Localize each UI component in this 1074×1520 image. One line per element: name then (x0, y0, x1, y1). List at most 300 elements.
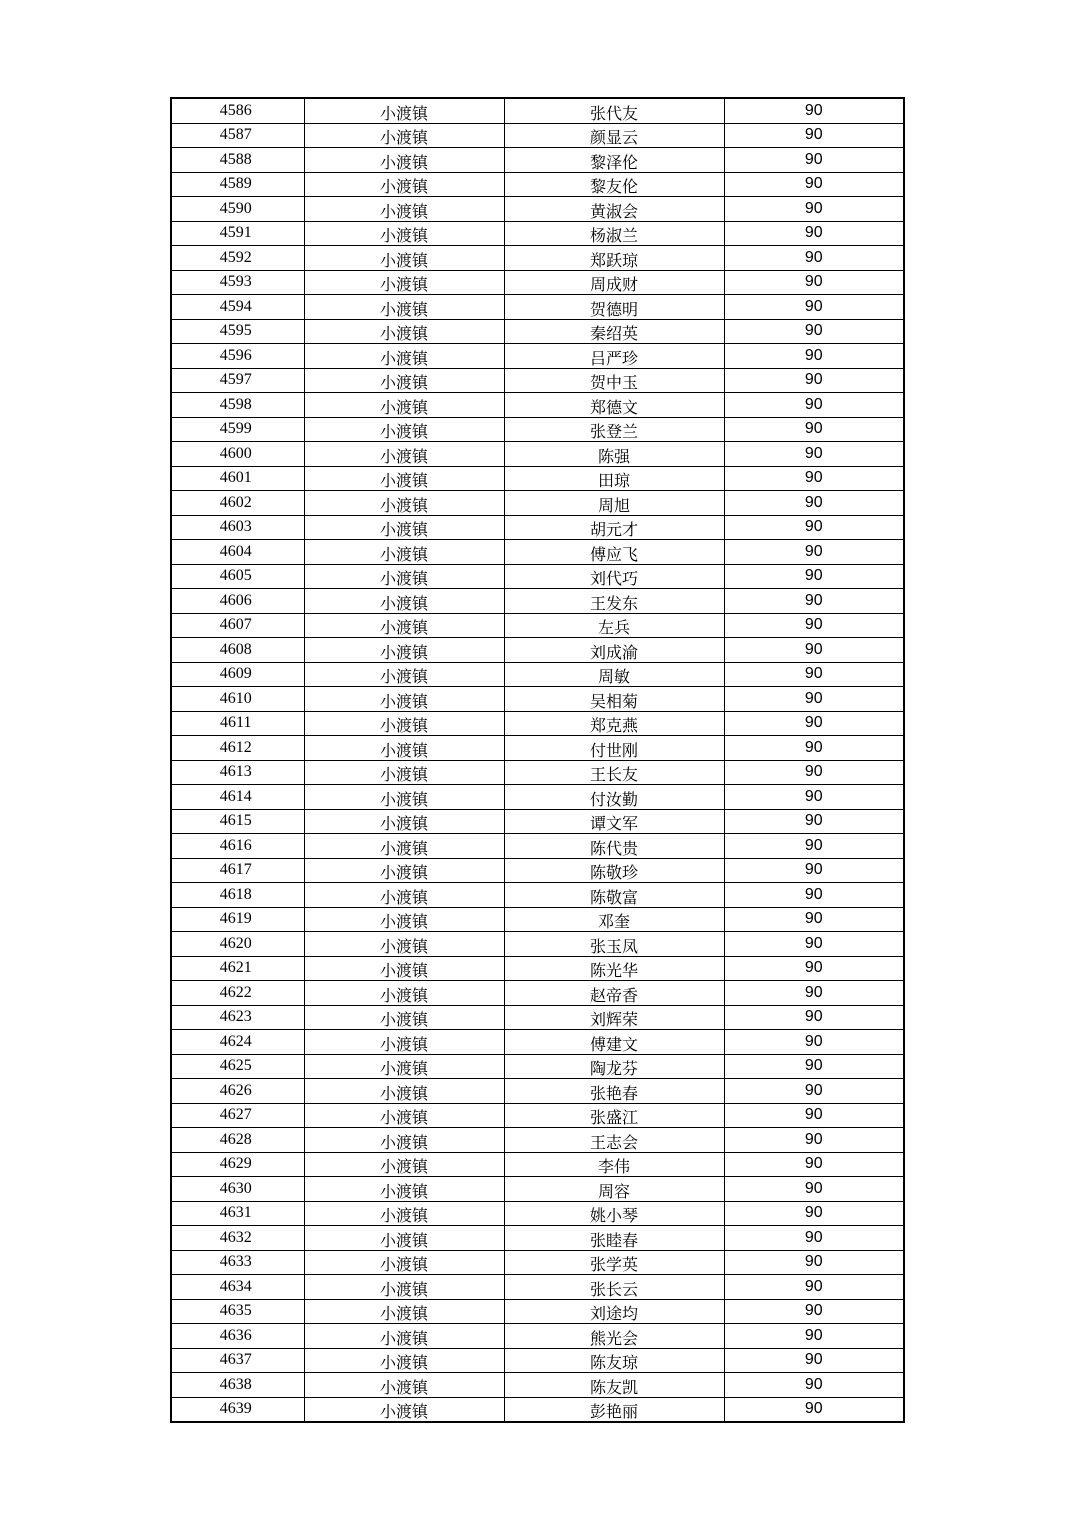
cell-serial-number-text: 4588 (219, 150, 252, 168)
table-row (171, 1103, 904, 1128)
cell-person-name-text: 陈友琼 (589, 1353, 638, 1373)
cell-town (304, 1128, 504, 1153)
cell-town-text: 小渡镇 (379, 226, 428, 246)
cell-serial-number (171, 98, 304, 123)
cell-serial-number-text: 4638 (219, 1375, 252, 1393)
table-row (171, 785, 904, 810)
cell-serial-number-text: 4586 (219, 101, 252, 119)
cell-town (304, 736, 504, 761)
cell-score-text: 90 (804, 1253, 823, 1271)
cell-serial-number (171, 1275, 304, 1300)
cell-score-text: 90 (804, 395, 823, 413)
cell-serial-number-text: 4639 (219, 1400, 252, 1418)
cell-serial-number (171, 662, 304, 687)
cell-score-text: 90 (804, 861, 823, 879)
cell-serial-number (171, 515, 304, 540)
cell-town-text: 小渡镇 (379, 1304, 428, 1324)
cell-town (304, 589, 504, 614)
cell-serial-number (171, 123, 304, 148)
cell-person-name-text: 傅应飞 (589, 544, 638, 564)
cell-town (304, 834, 504, 859)
table-row (171, 246, 904, 271)
cell-town-text: 小渡镇 (379, 1059, 428, 1079)
table-row (171, 442, 904, 467)
table-row (171, 1226, 904, 1251)
cell-serial-number-text: 4605 (219, 567, 252, 585)
cell-score-text: 90 (804, 1204, 823, 1222)
cell-score (724, 613, 904, 638)
cell-town (304, 515, 504, 540)
cell-score (724, 540, 904, 565)
cell-person-name-text: 刘途均 (589, 1304, 638, 1324)
table-row (171, 1030, 904, 1055)
cell-score-text: 90 (804, 738, 823, 756)
cell-town (304, 491, 504, 516)
cell-town-text: 小渡镇 (379, 348, 428, 368)
cell-person-name (504, 662, 724, 687)
cell-serial-number-text: 4636 (219, 1326, 252, 1344)
cell-town (304, 1152, 504, 1177)
cell-serial-number (171, 1079, 304, 1104)
cell-town-text: 小渡镇 (379, 201, 428, 221)
cell-town (304, 270, 504, 295)
cell-person-name-text: 吕严珍 (589, 348, 638, 368)
cell-town-text: 小渡镇 (379, 740, 428, 760)
cell-score (724, 1373, 904, 1398)
table-row (171, 1005, 904, 1030)
cell-score-text: 90 (804, 959, 823, 977)
cell-serial-number (171, 466, 304, 491)
cell-town-text: 小渡镇 (379, 642, 428, 662)
cell-score-text: 90 (804, 616, 823, 634)
cell-serial-number (171, 711, 304, 736)
cell-town (304, 711, 504, 736)
cell-serial-number-text: 4610 (219, 689, 252, 707)
cell-serial-number (171, 932, 304, 957)
cell-person-name-text: 周敏 (597, 667, 630, 687)
cell-person-name-text: 周容 (597, 1181, 630, 1201)
cell-town (304, 907, 504, 932)
cell-score (724, 785, 904, 810)
cell-person-name-text: 秦绍英 (589, 324, 638, 344)
table-row (171, 711, 904, 736)
cell-person-name-text: 陶龙芬 (589, 1059, 638, 1079)
cell-score-text: 90 (804, 1179, 823, 1197)
cell-serial-number-text: 4625 (219, 1057, 252, 1075)
cell-person-name (504, 515, 724, 540)
cell-serial-number (171, 1250, 304, 1275)
cell-score (724, 1397, 904, 1422)
cell-town (304, 123, 504, 148)
cell-person-name-text: 王长友 (589, 765, 638, 785)
cell-score-text: 90 (804, 1155, 823, 1173)
cell-person-name-text: 彭艳丽 (589, 1402, 638, 1422)
cell-person-name-text: 周成财 (589, 275, 638, 295)
cell-person-name (504, 809, 724, 834)
cell-score-text: 90 (804, 444, 823, 462)
cell-score-text: 90 (804, 1228, 823, 1246)
cell-score-text: 90 (804, 934, 823, 952)
table-row (171, 564, 904, 589)
cell-town-text: 小渡镇 (379, 716, 428, 736)
table-row (171, 589, 904, 614)
cell-serial-number (171, 589, 304, 614)
cell-serial-number-text: 4623 (219, 1008, 252, 1026)
cell-score-text: 90 (804, 224, 823, 242)
cell-serial-number-text: 4593 (219, 273, 252, 291)
cell-serial-number (171, 540, 304, 565)
cell-serial-number-text: 4612 (219, 738, 252, 756)
cell-score (724, 1054, 904, 1079)
cell-score-text: 90 (804, 714, 823, 732)
cell-town (304, 785, 504, 810)
cell-town-text: 小渡镇 (379, 1402, 428, 1422)
cell-serial-number-text: 4622 (219, 983, 252, 1001)
cell-person-name (504, 760, 724, 785)
cell-person-name (504, 98, 724, 123)
cell-score-text: 90 (804, 469, 823, 487)
cell-score-text: 90 (804, 591, 823, 609)
cell-score (724, 564, 904, 589)
cell-person-name-text: 周旭 (597, 495, 630, 515)
cell-town (304, 662, 504, 687)
cell-score-text: 90 (804, 1008, 823, 1026)
cell-town-text: 小渡镇 (379, 446, 428, 466)
cell-town-text: 小渡镇 (379, 152, 428, 172)
cell-person-name (504, 491, 724, 516)
cell-person-name (504, 638, 724, 663)
cell-person-name-text: 胡元才 (589, 520, 638, 540)
cell-serial-number (171, 687, 304, 712)
cell-person-name-text: 陈敬富 (589, 887, 638, 907)
cell-person-name-text: 黄淑会 (589, 201, 638, 221)
cell-serial-number-text: 4587 (219, 126, 252, 144)
cell-person-name (504, 564, 724, 589)
cell-serial-number (171, 1005, 304, 1030)
cell-serial-number (171, 1152, 304, 1177)
cell-score-text: 90 (804, 1351, 823, 1369)
cell-serial-number-text: 4619 (219, 910, 252, 928)
cell-town (304, 638, 504, 663)
cell-town-text: 小渡镇 (379, 324, 428, 344)
cell-serial-number-text: 4626 (219, 1081, 252, 1099)
cell-score-text: 90 (804, 346, 823, 364)
table-row (171, 393, 904, 418)
cell-serial-number (171, 368, 304, 393)
cell-person-name (504, 540, 724, 565)
cell-score-text: 90 (804, 371, 823, 389)
table-row (171, 981, 904, 1006)
cell-person-name-text: 谭文军 (589, 814, 638, 834)
cell-serial-number-text: 4600 (219, 444, 252, 462)
cell-score (724, 466, 904, 491)
cell-person-name-text: 郑德文 (589, 397, 638, 417)
cell-serial-number (171, 442, 304, 467)
cell-serial-number-text: 4637 (219, 1351, 252, 1369)
cell-score (724, 1103, 904, 1128)
cell-town-text: 小渡镇 (379, 177, 428, 197)
cell-score-text: 90 (804, 297, 823, 315)
cell-serial-number-text: 4615 (219, 812, 252, 830)
cell-person-name (504, 393, 724, 418)
cell-town-text: 小渡镇 (379, 985, 428, 1005)
cell-serial-number-text: 4604 (219, 542, 252, 560)
cell-person-name (504, 344, 724, 369)
cell-town-text: 小渡镇 (379, 765, 428, 785)
cell-person-name-text: 刘成渝 (589, 642, 638, 662)
cell-town (304, 809, 504, 834)
cell-town-text: 小渡镇 (379, 544, 428, 564)
cell-score-text: 90 (804, 322, 823, 340)
table-row (171, 638, 904, 663)
cell-person-name-text: 李伟 (597, 1157, 630, 1177)
cell-score (724, 883, 904, 908)
cell-serial-number (171, 246, 304, 271)
cell-score-text: 90 (804, 518, 823, 536)
table-row (171, 221, 904, 246)
cell-score (724, 956, 904, 981)
cell-score-text: 90 (804, 812, 823, 830)
table-row (171, 1128, 904, 1153)
cell-town-text: 小渡镇 (379, 471, 428, 491)
cell-score (724, 1177, 904, 1202)
table-row (171, 932, 904, 957)
cell-town-text: 小渡镇 (379, 495, 428, 515)
cell-town-text: 小渡镇 (379, 103, 428, 123)
cell-score (724, 638, 904, 663)
cell-person-name (504, 1275, 724, 1300)
cell-score (724, 760, 904, 785)
cell-person-name (504, 1324, 724, 1349)
table-row (171, 1324, 904, 1349)
cell-person-name-text: 黎友伦 (589, 177, 638, 197)
cell-town (304, 148, 504, 173)
cell-score (724, 711, 904, 736)
cell-person-name-text: 赵帝香 (589, 985, 638, 1005)
cell-serial-number-text: 4628 (219, 1130, 252, 1148)
cell-town-text: 小渡镇 (379, 814, 428, 834)
cell-serial-number (171, 148, 304, 173)
cell-town-text: 小渡镇 (379, 299, 428, 319)
cell-score (724, 858, 904, 883)
table-row (171, 687, 904, 712)
cell-town (304, 1250, 504, 1275)
cell-person-name (504, 123, 724, 148)
cell-score (724, 1250, 904, 1275)
cell-serial-number (171, 564, 304, 589)
cell-person-name (504, 687, 724, 712)
cell-serial-number (171, 221, 304, 246)
cell-serial-number-text: 4632 (219, 1228, 252, 1246)
cell-score (724, 319, 904, 344)
cell-score-text: 90 (804, 567, 823, 585)
cell-score-text: 90 (804, 836, 823, 854)
cell-serial-number (171, 1397, 304, 1422)
cell-person-name-text: 张玉凤 (589, 936, 638, 956)
cell-town (304, 197, 504, 222)
cell-score (724, 809, 904, 834)
cell-serial-number-text: 4601 (219, 469, 252, 487)
cell-serial-number (171, 1030, 304, 1055)
cell-town (304, 246, 504, 271)
table-row (171, 295, 904, 320)
cell-person-name-text: 张长云 (589, 1279, 638, 1299)
cell-town-text: 小渡镇 (379, 250, 428, 270)
cell-town-text: 小渡镇 (379, 593, 428, 613)
cell-serial-number (171, 393, 304, 418)
cell-score (724, 197, 904, 222)
table-row (171, 809, 904, 834)
table-row (171, 1348, 904, 1373)
cell-person-name-text: 郑跃琼 (589, 250, 638, 270)
cell-serial-number-text: 4602 (219, 493, 252, 511)
cell-town-text: 小渡镇 (379, 1157, 428, 1177)
cell-score (724, 246, 904, 271)
cell-town-text: 小渡镇 (379, 373, 428, 393)
roster-table (170, 97, 905, 1423)
cell-serial-number-text: 4608 (219, 640, 252, 658)
cell-town (304, 540, 504, 565)
cell-town-text: 小渡镇 (379, 838, 428, 858)
cell-serial-number (171, 1324, 304, 1349)
cell-town-text: 小渡镇 (379, 520, 428, 540)
roster-table-body (171, 98, 904, 1422)
cell-person-name-text: 张艳春 (589, 1083, 638, 1103)
cell-serial-number (171, 907, 304, 932)
cell-score (724, 491, 904, 516)
cell-score (724, 1275, 904, 1300)
cell-person-name (504, 1030, 724, 1055)
cell-person-name-text: 杨淑兰 (589, 226, 638, 246)
cell-score (724, 98, 904, 123)
cell-serial-number (171, 197, 304, 222)
cell-person-name-text: 刘辉荣 (589, 1010, 638, 1030)
cell-town-text: 小渡镇 (379, 936, 428, 956)
cell-score-text: 90 (804, 1032, 823, 1050)
cell-person-name (504, 858, 724, 883)
cell-person-name (504, 1128, 724, 1153)
cell-town-text: 小渡镇 (379, 961, 428, 981)
cell-town (304, 932, 504, 957)
cell-town (304, 393, 504, 418)
cell-person-name-text: 陈代贵 (589, 838, 638, 858)
cell-town (304, 613, 504, 638)
cell-serial-number (171, 1201, 304, 1226)
cell-person-name (504, 932, 724, 957)
table-row (171, 907, 904, 932)
table-row (171, 613, 904, 638)
cell-person-name (504, 172, 724, 197)
cell-person-name (504, 1373, 724, 1398)
cell-person-name (504, 785, 724, 810)
cell-serial-number-text: 4591 (219, 224, 252, 242)
cell-town (304, 1275, 504, 1300)
cell-score-text: 90 (804, 1057, 823, 1075)
cell-score-text: 90 (804, 1400, 823, 1418)
cell-serial-number (171, 809, 304, 834)
cell-person-name (504, 1201, 724, 1226)
cell-serial-number-text: 4634 (219, 1277, 252, 1295)
cell-person-name (504, 1250, 724, 1275)
table-row (171, 172, 904, 197)
cell-serial-number (171, 417, 304, 442)
table-row (171, 883, 904, 908)
cell-town-text: 小渡镇 (379, 1083, 428, 1103)
cell-serial-number (171, 981, 304, 1006)
cell-score (724, 1152, 904, 1177)
cell-serial-number-text: 4597 (219, 371, 252, 389)
cell-town-text: 小渡镇 (379, 1230, 428, 1250)
cell-serial-number-text: 4611 (220, 714, 252, 732)
cell-town-text: 小渡镇 (379, 1108, 428, 1128)
cell-town-text: 小渡镇 (379, 667, 428, 687)
cell-serial-number (171, 736, 304, 761)
cell-score (724, 981, 904, 1006)
cell-score-text: 90 (804, 1326, 823, 1344)
cell-serial-number (171, 638, 304, 663)
cell-town (304, 956, 504, 981)
table-row (171, 98, 904, 123)
cell-town (304, 417, 504, 442)
cell-serial-number-text: 4592 (219, 248, 252, 266)
cell-person-name (504, 883, 724, 908)
cell-town (304, 760, 504, 785)
cell-serial-number (171, 785, 304, 810)
cell-person-name-text: 张盛江 (589, 1108, 638, 1128)
cell-serial-number (171, 613, 304, 638)
cell-person-name-text: 张学英 (589, 1255, 638, 1275)
cell-person-name-text: 黎泽伦 (589, 152, 638, 172)
cell-person-name (504, 1152, 724, 1177)
cell-town (304, 1103, 504, 1128)
cell-score-text: 90 (804, 126, 823, 144)
cell-person-name (504, 1177, 724, 1202)
cell-town (304, 1005, 504, 1030)
cell-person-name-text: 姚小琴 (589, 1206, 638, 1226)
cell-person-name-text: 王志会 (589, 1132, 638, 1152)
cell-person-name (504, 221, 724, 246)
table-row (171, 197, 904, 222)
cell-town-text: 小渡镇 (379, 1034, 428, 1054)
cell-town-text: 小渡镇 (379, 1328, 428, 1348)
table-row (171, 1299, 904, 1324)
cell-person-name-text: 熊光会 (589, 1328, 638, 1348)
cell-serial-number-text: 4618 (219, 885, 252, 903)
cell-town (304, 295, 504, 320)
cell-person-name (504, 295, 724, 320)
cell-town (304, 1030, 504, 1055)
cell-town-text: 小渡镇 (379, 691, 428, 711)
cell-score-text: 90 (804, 1302, 823, 1320)
cell-score (724, 1299, 904, 1324)
cell-score-text: 90 (804, 1130, 823, 1148)
cell-serial-number-text: 4590 (219, 199, 252, 217)
cell-score (724, 687, 904, 712)
cell-score-text: 90 (804, 248, 823, 266)
table-row (171, 1079, 904, 1104)
cell-town-text: 小渡镇 (379, 397, 428, 417)
cell-person-name-text: 张登兰 (589, 422, 638, 442)
cell-score-text: 90 (804, 175, 823, 193)
table-row (171, 344, 904, 369)
cell-score (724, 172, 904, 197)
cell-person-name-text: 傅建文 (589, 1034, 638, 1054)
cell-serial-number (171, 883, 304, 908)
cell-town-text: 小渡镇 (379, 1377, 428, 1397)
cell-person-name (504, 466, 724, 491)
cell-score-text: 90 (804, 763, 823, 781)
cell-person-name-text: 陈强 (597, 446, 630, 466)
